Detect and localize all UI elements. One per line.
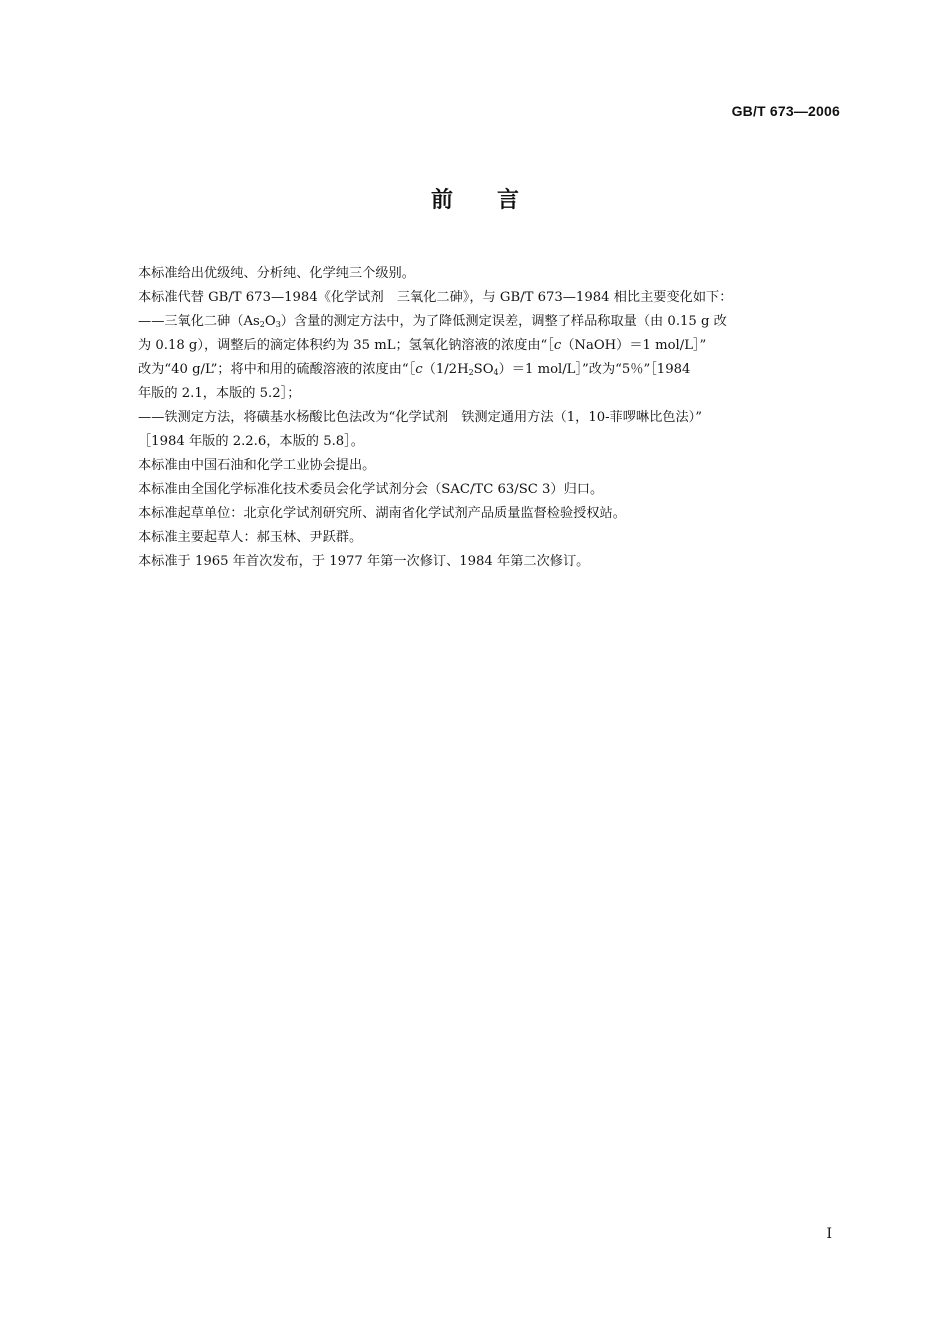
page-title: 前言 xyxy=(430,188,563,213)
text-fragment: SO xyxy=(473,362,494,377)
page-number: I xyxy=(826,1226,832,1242)
subscript: 2 xyxy=(468,368,474,377)
text-fragment: （NaOH）＝1 mol/L］” xyxy=(561,338,707,353)
paragraph-technical-committee: 本标准由全国化学标准化技术委员会化学试剂分会（SAC/TC 63/SC 3）归口。 xyxy=(138,482,604,497)
text-fragment: ）含量的测定方法中，为了降低测定误差，调整了样品称取量（由 0.15 g 改 xyxy=(280,314,727,329)
change-item-line: 年版的 2.1，本版的 5.2］； xyxy=(138,386,301,401)
change-item-line xyxy=(138,334,840,358)
change-item-arsenic-trioxide xyxy=(138,310,840,406)
paragraph-history: 本标准于 1965 年首次发布，于 1977 年第一次修订、1984 年第二次修订。 xyxy=(138,554,590,569)
change-item-iron xyxy=(138,406,840,454)
text-fragment: ——三氧化二砷（As xyxy=(138,314,260,329)
text-fragment: ）＝1 mol/L］”改为“5％”［1984 xyxy=(498,362,691,377)
standard-number: GB/T 673—2006 xyxy=(731,103,840,119)
paragraph-replacement: 本标准代替 GB/T 673—1984《化学试剂 三氧化二砷》，与 GB/T 673—1984 相比主要变化如下： xyxy=(138,290,733,305)
change-item-line xyxy=(138,310,840,334)
paragraph-drafting-units: 本标准起草单位：北京化学试剂研究所、湖南省化学试剂产品质量监督检验授权站。 xyxy=(138,506,626,521)
change-item-line xyxy=(138,358,840,382)
paragraph-drafters: 本标准主要起草人：郝玉林、尹跃群。 xyxy=(138,530,363,545)
foreword-body xyxy=(138,262,840,574)
italic-symbol: c xyxy=(415,362,423,377)
text-fragment: O xyxy=(264,314,276,329)
text-fragment: 改为“40 g/L”；将中和用的硫酸溶液的浓度由“［ xyxy=(138,362,416,377)
text-fragment: 为 0.18 g），调整后的滴定体积约为 35 mL；氢氧化钠溶液的浓度由“［ xyxy=(138,338,554,353)
subscript: 4 xyxy=(493,368,499,377)
paragraph-proposer: 本标准由中国石油和化学工业协会提出。 xyxy=(138,458,376,473)
text-fragment: （1/2H xyxy=(422,362,469,377)
subscript: 3 xyxy=(275,320,281,329)
italic-symbol: c xyxy=(553,338,562,353)
change-item-line: ［1984 年版的 2.2.6，本版的 5.8］。 xyxy=(138,434,364,449)
subscript: 2 xyxy=(259,320,265,329)
paragraph-grades: 本标准给出优级纯、分析纯、化学纯三个级别。 xyxy=(138,266,415,281)
change-item-line: ——铁测定方法，将磺基水杨酸比色法改为“化学试剂 铁测定通用方法（1，10-菲啰啉比色法）” xyxy=(138,410,703,425)
